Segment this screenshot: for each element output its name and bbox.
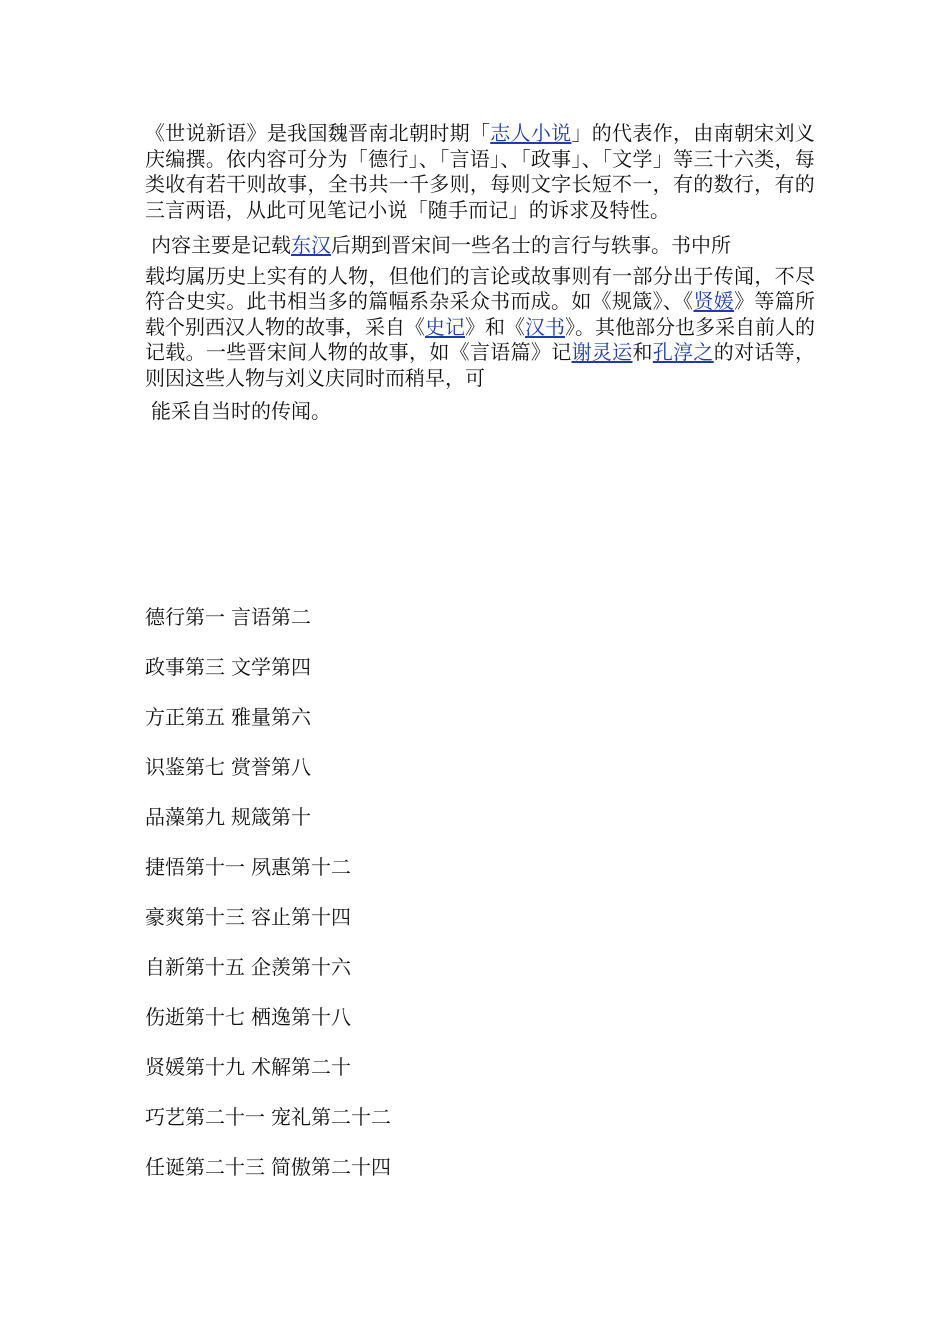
- chapter-title: 雅量第六: [231, 705, 311, 729]
- chapter-title: 政事第三: [145, 655, 225, 679]
- chapter-title: 捷悟第十一: [145, 855, 245, 879]
- intro-text: 》。其他部分也多采自前人的记载。一些晋宋间人物的故事，如《言语篇》记: [145, 314, 815, 364]
- link-shiji[interactable]: 史记: [425, 314, 465, 339]
- intro-paragraph-2: [145, 233, 815, 425]
- chapter-title: 文学第四: [231, 655, 311, 679]
- chapter-title: 简傲第二十四: [271, 1155, 391, 1179]
- intro-text: 》等篇所载个别西汉人物的故事，采自《: [145, 289, 816, 339]
- chapter-title: 巧艺第二十一: [145, 1105, 265, 1129]
- chapter-title: 赏誉第八: [231, 755, 311, 779]
- chapter-title: 栖逸第十八: [251, 1005, 351, 1029]
- chapter-list: [145, 604, 391, 1204]
- chapter-title: 品藻第九: [145, 805, 225, 829]
- intro-text: 」的代表作，由南朝宋刘义庆编撰。依内容可分为「德行」、「言语」、「政事」、「文学」等三十六类，每类收有若干则故事，全书共一千多则，每则文字长短不一，有的数行，有的三言两语，从此可见笔记小说「随手而记」的诉求及特性。: [145, 121, 815, 222]
- chapter-title: 豪爽第十三: [145, 905, 245, 929]
- chapter-row: [145, 804, 391, 854]
- document-body: [145, 121, 815, 425]
- intro-text: 《世说新语》是我国魏晋南北朝时期「: [145, 121, 491, 145]
- chapter-row: [145, 604, 391, 654]
- chapter-title: 自新第十五: [145, 955, 245, 979]
- chapter-row: [145, 704, 391, 754]
- intro-text: 后期到晋宋间一些名士的言行与轶事。书中所: [331, 233, 731, 257]
- intro-text: 内容主要是记载: [151, 233, 291, 257]
- chapter-title: 方正第五: [145, 705, 225, 729]
- chapter-title: 宠礼第二十二: [271, 1105, 391, 1129]
- paragraph-first-line: [145, 233, 815, 259]
- chapter-row: [145, 654, 391, 704]
- link-donghan[interactable]: 东汉: [291, 233, 331, 257]
- chapter-title: 任诞第二十三: [145, 1155, 265, 1179]
- chapter-row: [145, 954, 391, 1004]
- chapter-title: 言语第二: [231, 605, 311, 629]
- chapter-row: [145, 1154, 391, 1204]
- chapter-row: [145, 1004, 391, 1054]
- link-kong-chunzhi[interactable]: 孔淳之: [652, 340, 714, 364]
- paragraph-last-line: 能采自当时的传闻。: [151, 399, 331, 423]
- intro-text: 的对话等，则因这些人物与刘义庆同时而稍早，可: [145, 340, 815, 390]
- intro-text: 》和《: [465, 314, 525, 339]
- chapter-title: 识鉴第七: [145, 755, 225, 779]
- intro-paragraph-1: [145, 121, 815, 223]
- chapter-row: [145, 1104, 391, 1154]
- chapter-title: 企羡第十六: [251, 955, 351, 979]
- link-zhiren-xiaoshuo[interactable]: 志人小说: [490, 121, 572, 145]
- chapter-title: 伤逝第十七: [145, 1005, 245, 1029]
- chapter-row: [145, 754, 391, 804]
- intro-text: 载均属历史上实有的人物，但他们的言论或故事则有一部分出于传闻，不尽符合史实。此书相当多的篇幅系杂采众书而成。如《规箴》、《: [145, 263, 815, 313]
- chapter-title: 术解第二十: [251, 1055, 351, 1079]
- chapter-row: [145, 854, 391, 904]
- chapter-title: 容止第十四: [251, 905, 351, 929]
- chapter-title: 夙惠第十二: [251, 855, 351, 879]
- link-xianyuan[interactable]: 贤媛: [693, 289, 735, 313]
- chapter-row: [145, 1054, 391, 1104]
- chapter-title: 德行第一: [145, 605, 225, 629]
- chapter-title: 贤媛第十九: [145, 1055, 245, 1079]
- chapter-row: [145, 904, 391, 954]
- chapter-title: 规箴第十: [231, 805, 311, 829]
- link-xie-lingyun[interactable]: 谢灵运: [571, 340, 633, 364]
- intro-text: 和: [632, 340, 653, 364]
- link-hanshu[interactable]: 汉书: [525, 314, 565, 339]
